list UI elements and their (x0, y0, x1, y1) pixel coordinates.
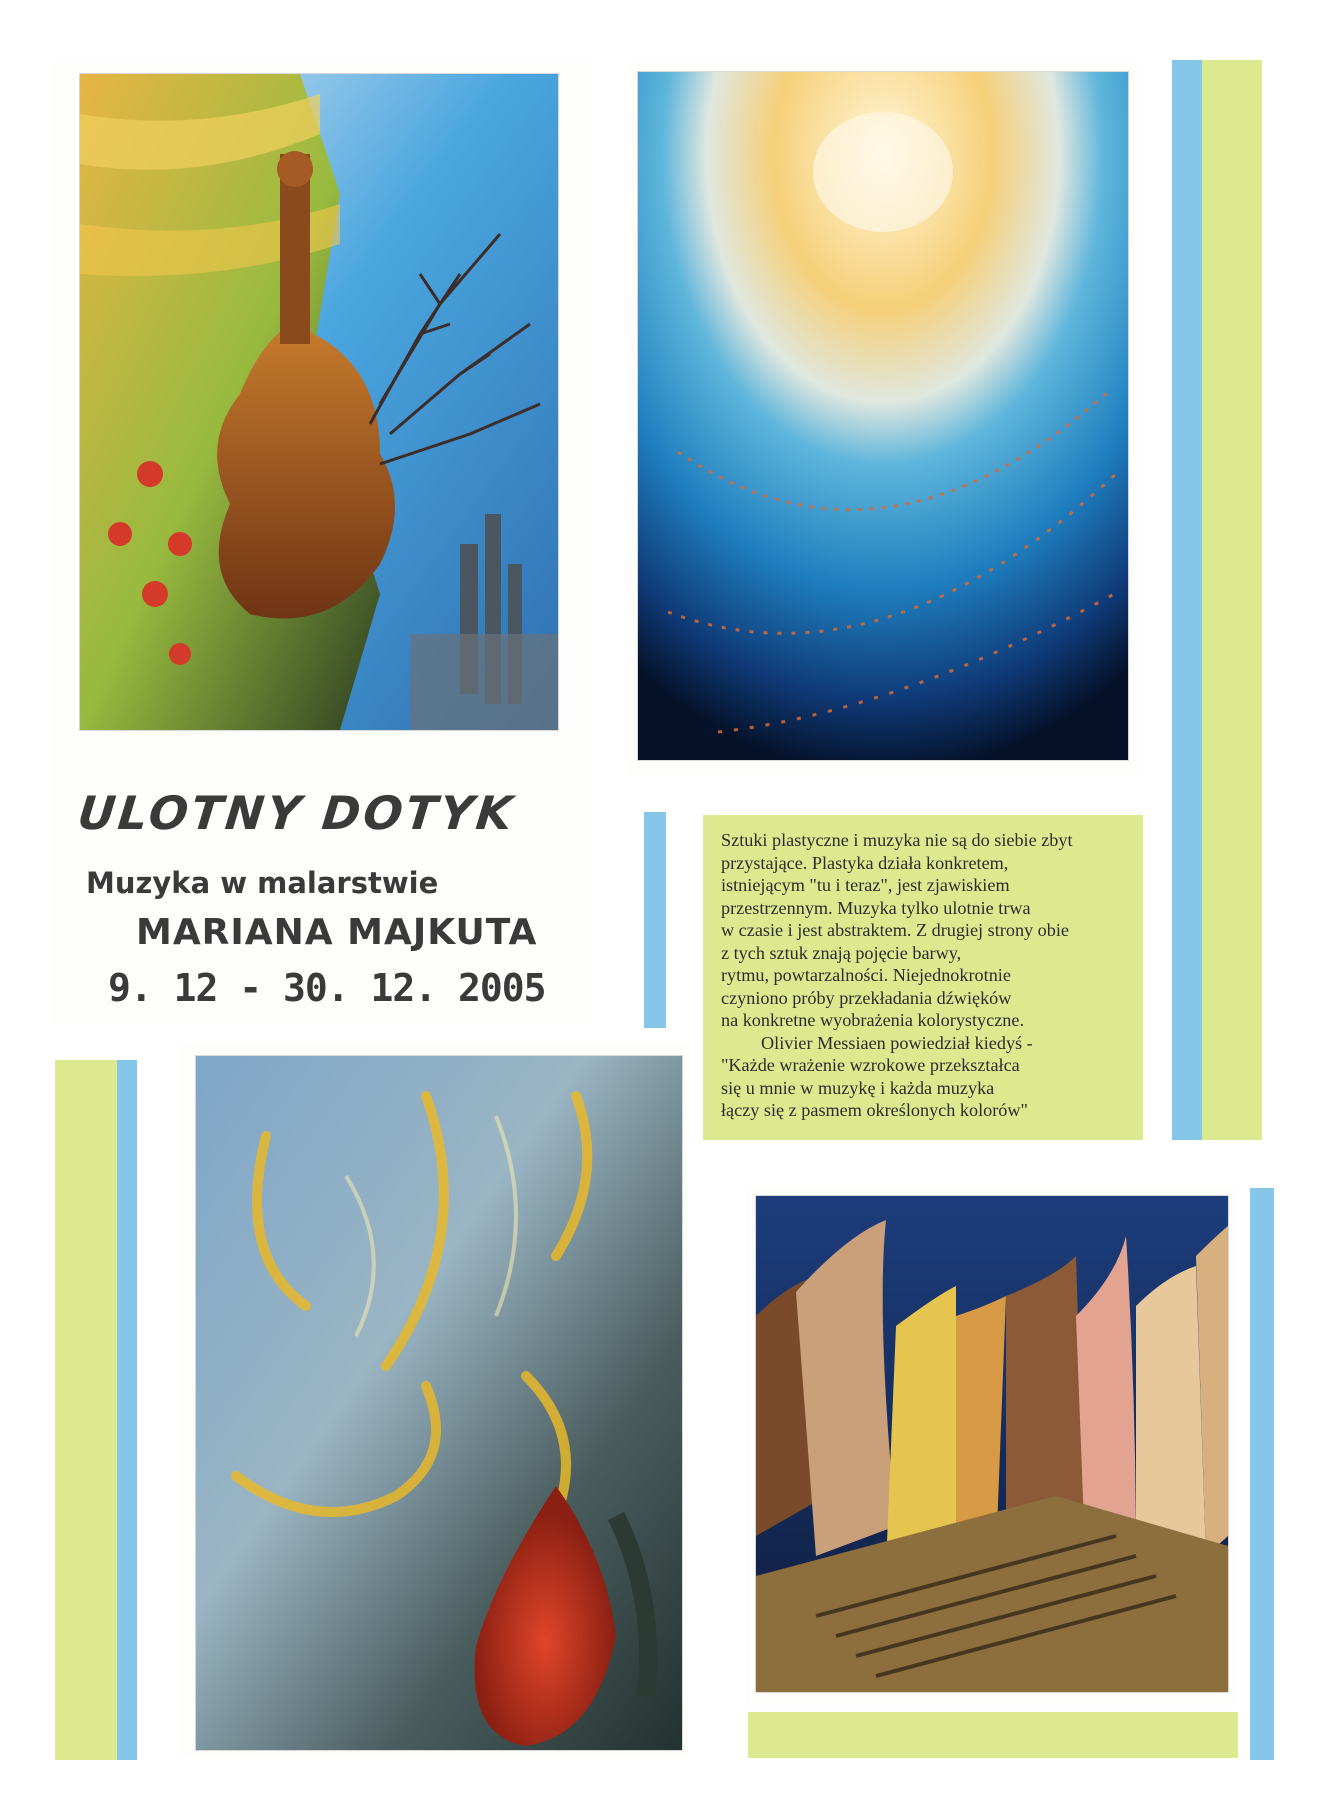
quote-line: się u mnie w muzykę i każda muzyka (721, 1077, 995, 1098)
quote-line: czyniono próby przekładania dźwięków (721, 987, 1012, 1008)
quote-line: z tych sztuk znają pojęcie barwy, (721, 942, 962, 963)
painting-sun-spiral (638, 72, 1128, 760)
quote-line: przestrzennym. Muzyka tylko ulotnie trwa (721, 897, 1031, 918)
quote-line: na konkretne wyobrażenia kolorystyczne. (721, 1010, 1025, 1030)
painting-abstract-flames (196, 1056, 682, 1750)
exhibition-subtitle: Muzyka w malarstwie (86, 866, 439, 900)
left-green-bar (55, 1060, 117, 1760)
bottom-right-blue-bar (1250, 1188, 1274, 1760)
right-blue-bar (1172, 60, 1202, 1140)
exhibition-title: ULOTNY DOTYK (75, 786, 518, 840)
quote-line: rytmu, powtarzalności. Niejednokrotnie (721, 965, 1011, 985)
quote-box (703, 815, 1143, 1140)
quote-paragraph (721, 829, 1127, 1122)
bottom-green-bar (748, 1712, 1238, 1758)
quote-line: istniejącym "tu i teraz", jest zjawiskiem (721, 875, 1010, 895)
exhibition-dates: 9. 12 - 30. 12. 2005 (108, 966, 546, 1010)
quote-line: Sztuki plastyczne i muzyka nie są do siebie zbyt (721, 830, 1073, 850)
quote-line: przystające. Plastyka działa konkretem, (721, 852, 1009, 873)
painting-piano-peaks (756, 1196, 1228, 1692)
quote-line: Olivier Messiaen powiedział kiedyś - (761, 1032, 1033, 1053)
quote-line: "Każde wrażenie wzrokowe przekształca (721, 1055, 1020, 1075)
artist-name: MARIANA MAJKUTA (136, 912, 538, 953)
right-green-bar (1202, 60, 1262, 1140)
middle-blue-bar (644, 812, 666, 1028)
quote-line: łączy się z pasmem określonych kolorów" (721, 1100, 1028, 1120)
left-blue-bar (117, 1060, 137, 1760)
quote-line: w czasie i jest abstraktem. Z drugiej strony obie (721, 920, 1069, 940)
painting-violin-tree (80, 74, 558, 730)
